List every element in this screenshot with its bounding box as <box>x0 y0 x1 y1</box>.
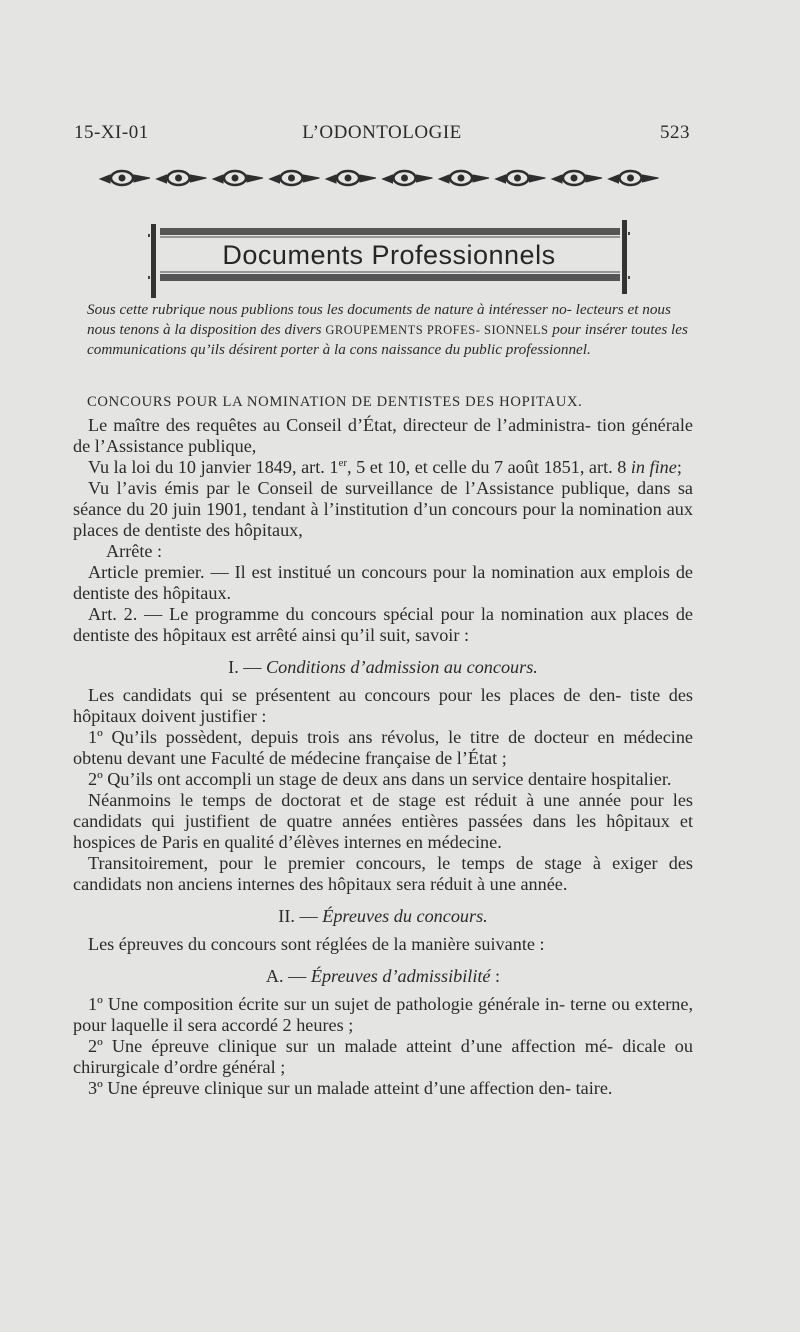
ornament-unit <box>552 171 602 185</box>
italic-run: in fine <box>630 457 677 477</box>
page-number: 523 <box>660 122 690 143</box>
paragraph: Article premier. — Il est institué un concours pour la nomination aux emplois de dentiste des hôpitaux. <box>73 562 693 603</box>
paragraph: Les épreuves du concours sont réglées de la manière suivante : <box>88 934 545 954</box>
arrete-line: Arrête : <box>106 541 163 561</box>
intro-text-2: pour insérer toutes les communications qu’ils désirent porter à la cons naissance du public professionnel. <box>87 321 688 358</box>
ornament-unit <box>383 171 433 185</box>
text-run: , 5 et 10, et celle du 7 août 1851, art. 8 <box>347 457 631 477</box>
ornament-unit <box>439 171 489 185</box>
section-title-frame <box>148 220 630 298</box>
paragraph <box>73 457 693 478</box>
ornament-unit <box>609 171 659 185</box>
ornament-unit <box>213 171 263 185</box>
paragraph: 3º Une épreuve clinique sur un malade atteint d’une affection den- taire. <box>88 1078 613 1098</box>
subheading <box>73 966 693 987</box>
ornament-unit <box>496 171 546 185</box>
section-title: Documents Professionnels <box>222 240 556 270</box>
ornament-unit <box>326 171 376 185</box>
intro-text-1: Sous cette rubrique nous publions tous les documents de nature à intéresser no- lecteurs et nous nous tenons à la disposition des divers <box>87 301 671 338</box>
paragraph: 2º Une épreuve clinique sur un malade atteint d’une affection mé- dicale ou chirurgicale d’ordre général ; <box>73 1036 693 1077</box>
text-run: ; <box>676 457 682 477</box>
text-run: A. — <box>265 966 311 986</box>
intro-note <box>87 300 691 360</box>
paragraph: Le maître des requêtes au Conseil d’État, directeur de l’administra- tion générale de l’Assistance publique, <box>73 415 693 456</box>
paragraph: Néanmoins le temps de doctorat et de stage est réduit à une année pour les candidats qui justifient de quatre années entières passées dans les hôpitaux et hospices de Paris en qualité d’élèves internes en médecine. <box>73 790 693 852</box>
paragraph: Transitoirement, pour le premier concours, le temps de stage à exiger des candidats non anciens internes des hôpitaux sera réduit à une année. <box>73 853 693 894</box>
issue-date: 15-XI-01 <box>74 122 149 143</box>
ornament-unit <box>100 171 150 185</box>
subheading <box>73 906 693 927</box>
paragraph: Les candidats qui se présentent au concours pour les places de den- tiste des hôpitaux doivent justifier : <box>73 685 693 726</box>
text-run: Vu la loi du 10 janvier 1849, art. 1 <box>88 457 339 477</box>
article-body <box>73 415 693 1099</box>
intro-smallcaps: GROUPEMENTS PROFES- SIONNELS <box>325 323 549 337</box>
running-head <box>74 122 690 148</box>
ornament-unit <box>157 171 207 185</box>
italic-run: Conditions d’admission au concours. <box>266 657 538 677</box>
journal-name: L’ODONTOLOGIE <box>302 122 462 143</box>
text-run: II. — <box>278 906 323 926</box>
superscript: er <box>338 456 347 469</box>
italic-run: Épreuves du concours. <box>322 906 488 926</box>
paragraph: 2º Qu’ils ont accompli un stage de deux ans dans un service dentaire hospitalier. <box>88 769 672 789</box>
paragraph: Art. 2. — Le programme du concours spécial pour la nomination aux places de dentiste des hôpitaux est arrêté ainsi qu’il suit, savoir : <box>73 604 693 645</box>
italic-run: Épreuves d’admissibilité <box>310 966 491 986</box>
paragraph: Vu l’avis émis par le Conseil de surveillance de l’Assistance publique, dans sa séance du 20 juin 1901, tendant à l’institution d’un concours pour la nomination aux places de dentiste des hôpitaux, <box>73 478 693 540</box>
subheading <box>73 657 693 678</box>
paragraph: 1º Qu’ils possèdent, depuis trois ans révolus, le titre de docteur en médecine obtenu devant une Faculté de médecine française de l’État ; <box>73 727 693 768</box>
concours-heading: CONCOURS POUR LA NOMINATION DE DENTISTES DES HOPITAUX. <box>87 394 583 410</box>
paragraph: 1º Une composition écrite sur un sujet de pathologie générale in- terne ou externe, pour laquelle il sera accordé 2 heures ; <box>73 994 693 1035</box>
text-run: : <box>490 966 501 986</box>
ornament-unit <box>270 171 320 185</box>
text-run: I. — <box>228 657 267 677</box>
decorative-ornament-band <box>96 166 666 190</box>
